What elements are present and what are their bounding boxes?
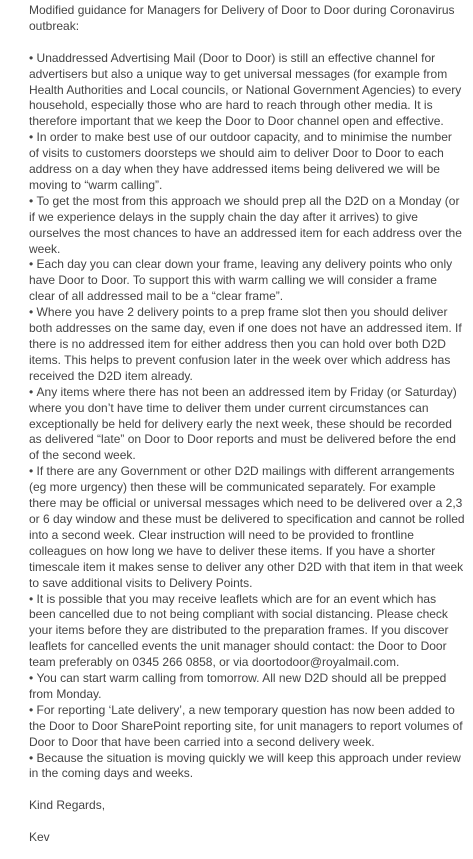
bullet-item: • For reporting ‘Late delivery’, a new temporary question has now been added to the Door to Door SharePoint reporting site, for unit managers to report volumes of Door to Door that have been carried into a second delivery week. — [29, 703, 465, 751]
paragraph-spacer — [29, 814, 465, 830]
paragraph-spacer — [29, 782, 465, 798]
bullet-item: • Unaddressed Advertising Mail (Door to Door) is still an effective channel for advertisers but also a unique way to get universal messages (for example from Health Authorities and Local councils, or National Government Agencies) to every household, especially those who are hard to reach through other media. It is therefore important that we keep the Door to Door channel open and effective. — [29, 51, 465, 131]
guidance-heading: Modified guidance for Managers for Delivery of Door to Door during Coronavirus outbreak: — [29, 3, 455, 33]
bullet-item: • Each day you can clear down your frame, leaving any delivery points who only have Door to Door. To support this with warm calling we will consider a frame clear of all addressed mail to be a “clear frame”. — [29, 257, 465, 305]
bullet-item: • If there are any Government or other D2D mailings with different arrangements (eg more urgency) then these will be communicated separately. For example there may be official or universal messages which need to be delivered over a 2,3 or 6 day window and these must be delivered to specification and cannot be rolled into a second week. Clear instruction will need to be provided to frontline colleagues on how long we have to deliver these items. If you have a shorter timescale item it makes sense to deliver any other D2D with that item in that week to save additional visits to Delivery Points. — [29, 464, 465, 591]
paragraph-spacer — [29, 35, 465, 51]
signoff: Kind Regards, — [29, 798, 106, 813]
bullet-item: • It is possible that you may receive leaflets which are for an event which has been cancelled due to not being compliant with social distancing. Please check your items before they are distributed to the preparation frames. If you discover leaflets for cancelled events the unit manager should contact: the Door to Door team preferably on 0345 266 0858, or via doortodoor@royalmail.com. — [29, 592, 465, 672]
signature: Kev — [29, 830, 50, 845]
bullet-item: • You can start warm calling from tomorrow. All new D2D should all be prepped from Monday. — [29, 671, 465, 703]
bullet-item: • Because the situation is moving quickly we will keep this approach under review in the coming days and weeks. — [29, 751, 465, 783]
bullet-item: • Any items where there has not been an addressed item by Friday (or Saturday) where you don’t have time to deliver them under current circumstances can exceptionally be held for delivery early the next week, these should be recorded as delivered “late” on Door to Door reports and must be delivered before the end of the second week. — [29, 385, 465, 465]
bullet-item: • To get the most from this approach we should prep all the D2D on a Monday (or if we experience delays in the supply chain the day after it arrives) to give ourselves the most chances to have an addressed item for each address over the week. — [29, 194, 465, 258]
bullet-item: • Where you have 2 delivery points to a prep frame slot then you should deliver both addresses on the same day, even if one does not have an addressed item. If there is no addressed item for either address then you can hold over both D2D items. This helps to prevent confusion later in the week over which address has received the D2D item already. — [29, 305, 465, 385]
bullet-item: • In order to make best use of our outdoor capacity, and to minimise the number of visits to customers doorsteps we should aim to deliver Door to Door to each address on a day when they have addressed items being delivered we will be moving to “warm calling”. — [29, 130, 465, 194]
